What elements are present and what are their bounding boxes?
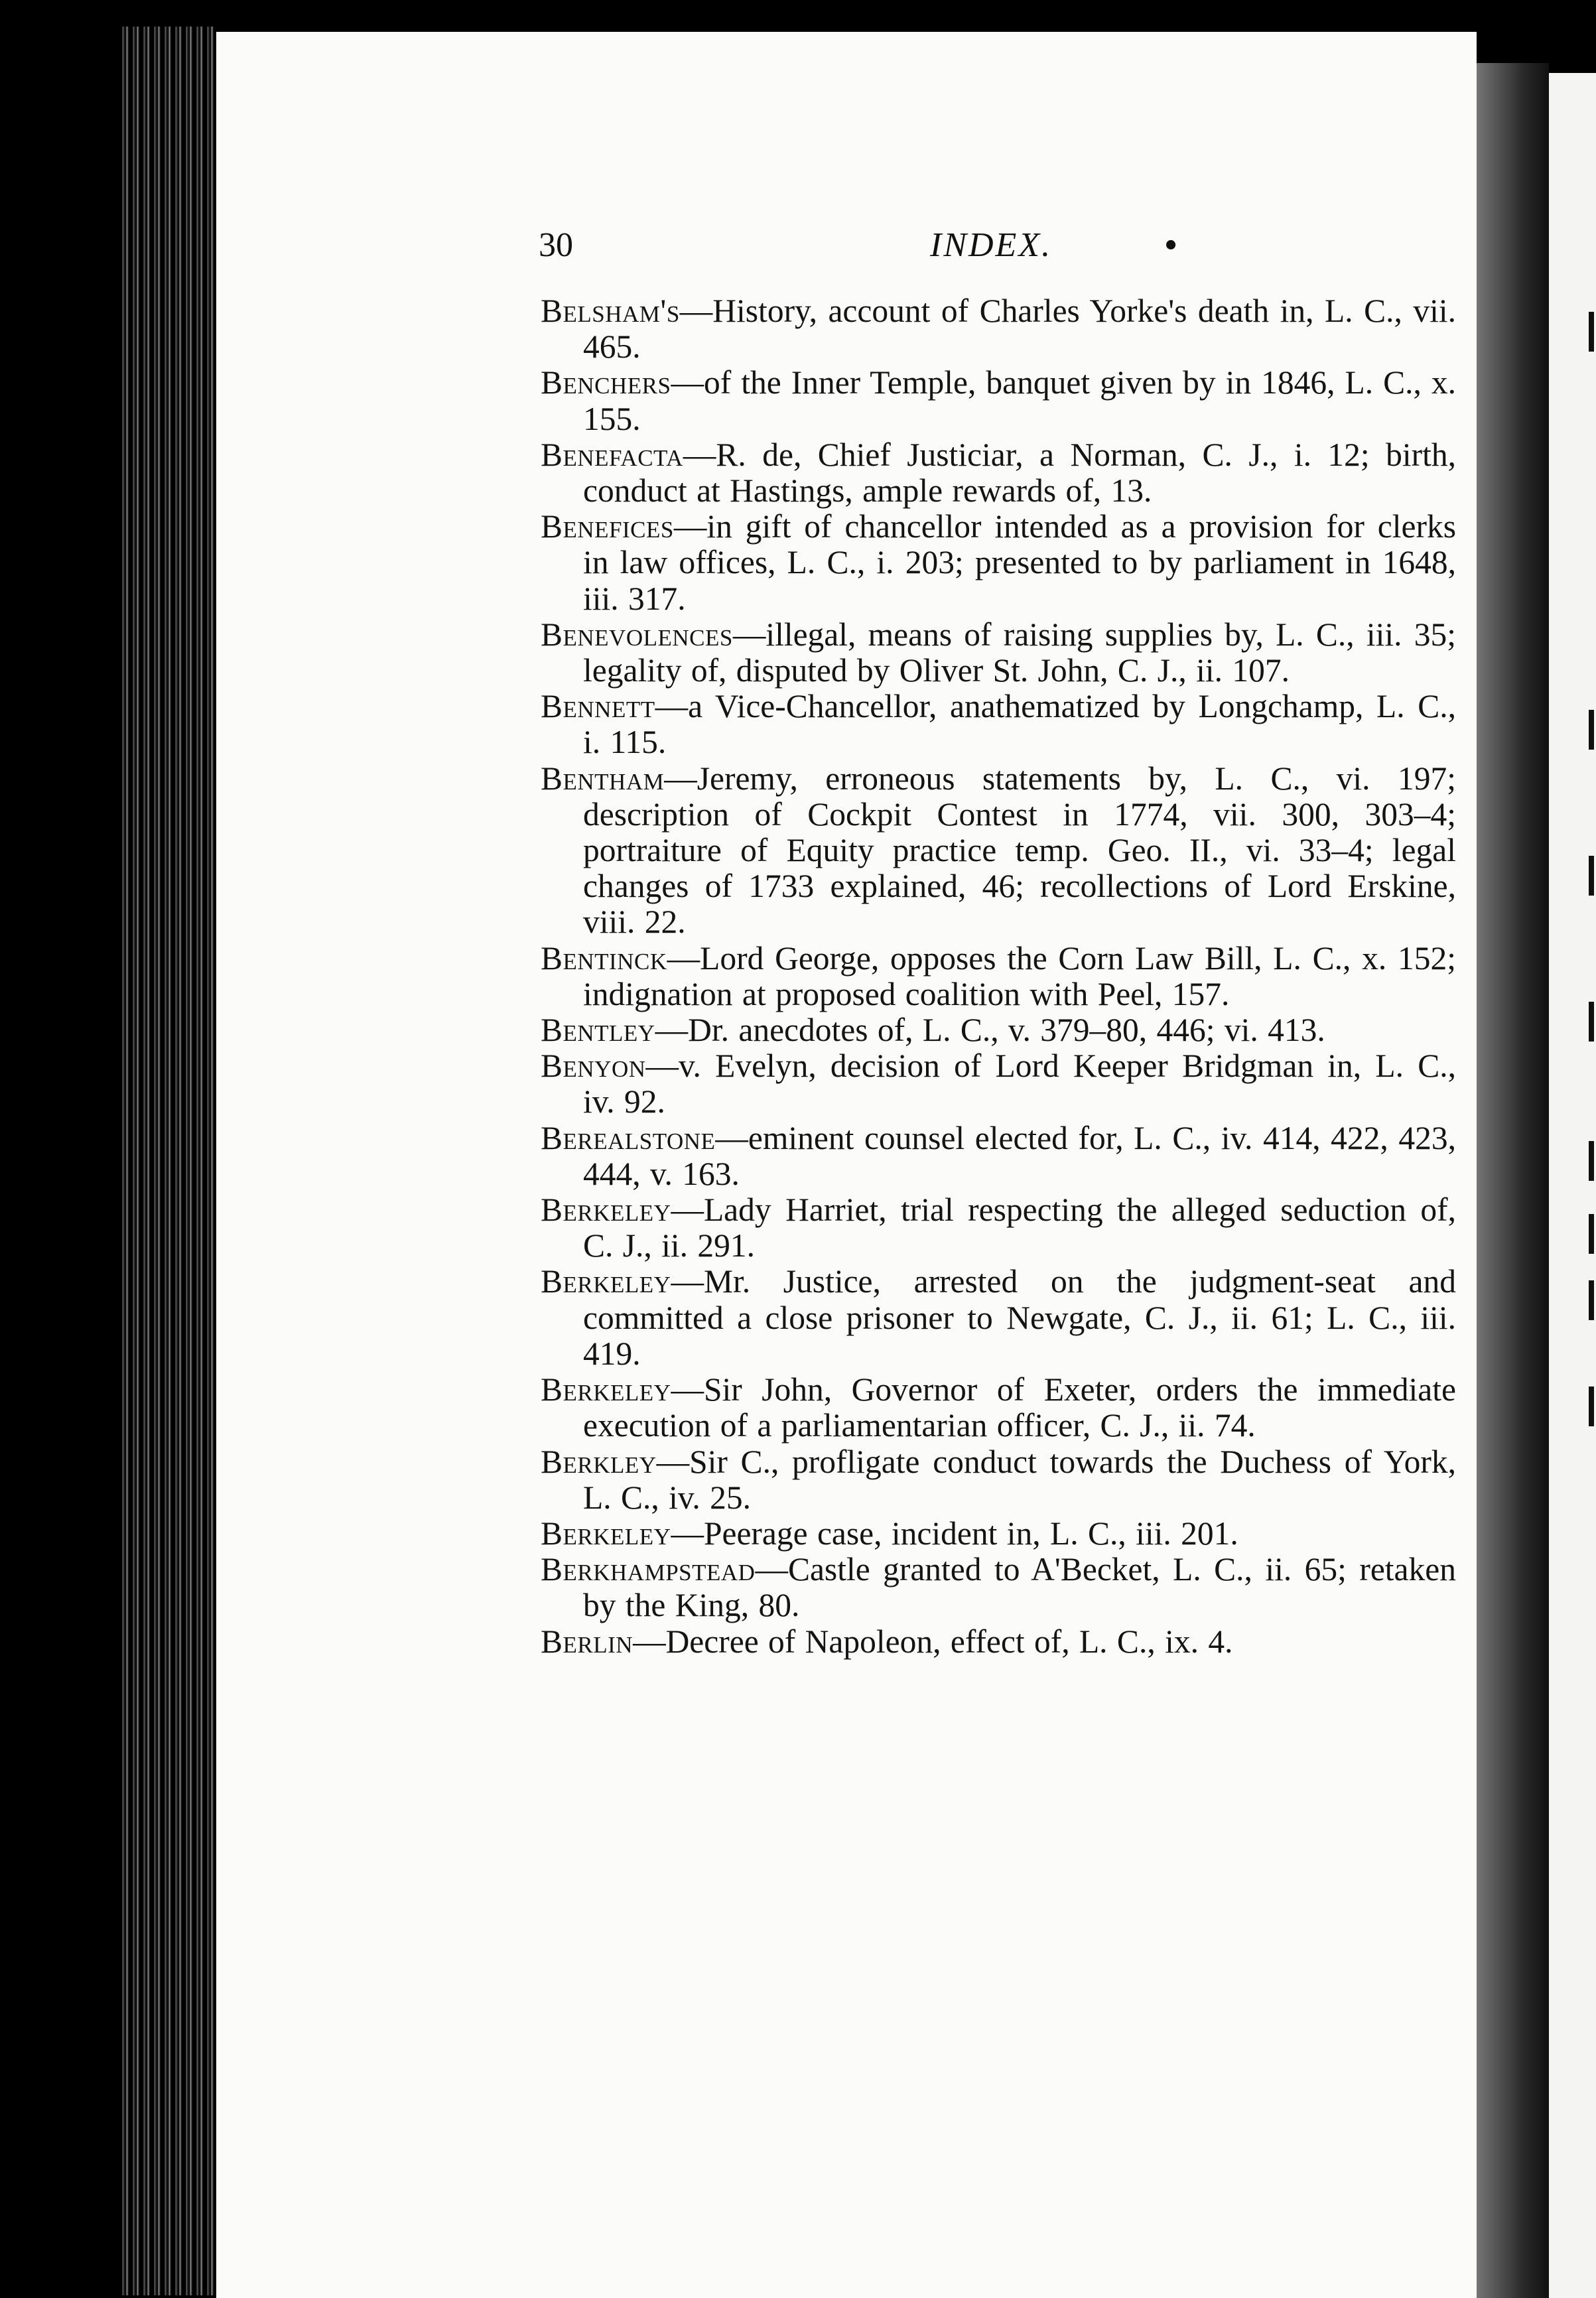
index-entry: [541, 1120, 1456, 1192]
index-entry: [541, 941, 1456, 1012]
entry-text: —Lady Harriet, trial respecting the alleged seduction of, C. J., ii. 291.: [583, 1191, 1456, 1264]
entry-headword: Benefacta: [541, 436, 683, 473]
entry-headword: Bentinck: [541, 939, 667, 977]
index-entries: [541, 293, 1456, 1660]
index-entry: [541, 1048, 1456, 1120]
entry-text: —History, account of Charles Yorke's death in, L. C., vii. 465.: [583, 293, 1456, 366]
entry-text: —a Vice-Chancellor, anathematized by Longchamp, L. C., i. 115.: [583, 688, 1456, 761]
index-entry: [541, 1264, 1456, 1372]
index-entry: [541, 761, 1456, 941]
page-number: 30: [539, 226, 573, 264]
facing-page-mark: [1589, 710, 1594, 750]
entry-headword: Berkeley: [541, 1515, 671, 1552]
facing-page-mark: [1589, 312, 1594, 352]
entry-text: —Jeremy, erroneous statements by, L. C., vi. 197; description of Cockpit Contest in 1774, vii. 300, 303–4; portraiture of Equity practice temp. Geo. II., vi. 33–4; legal changes of 1733 explained, 46; recollections of Lord Erskine, viii. 22.: [583, 760, 1456, 941]
entry-headword: Belsham's: [541, 293, 680, 329]
entry-headword: Bentley: [541, 1012, 655, 1049]
entry-text: —eminent counsel elected for, L. C., iv. 414, 422, 423, 444, v. 163.: [583, 1119, 1456, 1192]
index-entry: [541, 437, 1456, 509]
entry-headword: Berlin: [541, 1623, 633, 1660]
facing-page-mark: [1589, 856, 1594, 896]
entry-headword: Berkeley: [541, 1263, 671, 1300]
index-entry: [541, 1372, 1456, 1444]
entry-text: —R. de, Chief Justiciar, a Norman, C. J., i. 12; birth, conduct at Hastings, ample rewards of, 13.: [583, 436, 1456, 509]
entry-text: —Mr. Justice, arrested on the judgment-seat and committed a close prisoner to Newgate, C. J., ii. 61; L. C., iii. 419.: [583, 1263, 1456, 1372]
entry-headword: Benevolences: [541, 616, 733, 653]
entry-headword: Bennett: [541, 688, 655, 725]
entry-text: —Peerage case, incident in, L. C., iii. 201.: [671, 1515, 1238, 1552]
index-entry: [541, 1444, 1456, 1516]
facing-page-strip: [1549, 73, 1596, 2298]
entry-headword: Bentham: [541, 760, 665, 797]
header-dot: •: [1165, 226, 1177, 264]
book-page-edges: [118, 27, 218, 2295]
index-entry: [541, 1624, 1456, 1660]
index-entry: [541, 509, 1456, 617]
entry-headword: Benefices: [541, 508, 674, 545]
index-entry: [541, 1012, 1456, 1048]
entry-text: —of the Inner Temple, banquet given by in 1846, L. C., x. 155.: [583, 364, 1456, 437]
entry-headword: Benchers: [541, 364, 671, 401]
entry-text: —v. Evelyn, decision of Lord Keeper Bridgman in, L. C., iv. 92.: [583, 1048, 1456, 1120]
facing-page-mark: [1589, 1141, 1594, 1181]
entry-headword: Berealstone: [541, 1119, 716, 1156]
index-entry: [541, 689, 1456, 760]
entry-text: —Sir C., profligate conduct towards the Duchess of York, L. C., iv. 25.: [583, 1443, 1456, 1516]
index-entry: [541, 617, 1456, 689]
entry-text: —Decree of Napoleon, effect of, L. C., ix. 4.: [633, 1623, 1233, 1660]
index-entry: [541, 293, 1456, 365]
index-entry: [541, 1552, 1456, 1623]
running-title: INDEX.: [930, 226, 1053, 264]
facing-page-mark: [1589, 1386, 1594, 1426]
facing-page-mark: [1589, 1280, 1594, 1320]
entry-text: —illegal, means of raising supplies by, L. C., iii. 35; legality of, disputed by Oliver St. John, C. J., ii. 107.: [583, 616, 1456, 689]
page-header: [539, 226, 1189, 272]
entry-headword: Berkhampstead: [541, 1551, 756, 1588]
entry-text: —Lord George, opposes the Corn Law Bill, L. C., x. 152; indignation at proposed coalition with Peel, 157.: [583, 939, 1456, 1012]
facing-page-mark: [1589, 1214, 1594, 1254]
entry-text: —Dr. anecdotes of, L. C., v. 379–80, 446; vi. 413.: [655, 1012, 1325, 1049]
entry-headword: Berkeley: [541, 1191, 671, 1229]
entry-headword: Berkley: [541, 1443, 657, 1480]
entry-headword: Benyon: [541, 1048, 646, 1085]
entry-text: —Sir John, Governor of Exeter, orders the immediate execution of a parliamentarian officer, C. J., ii. 74.: [583, 1371, 1456, 1444]
facing-page-mark: [1589, 1002, 1594, 1042]
index-entry: [541, 365, 1456, 437]
index-entry: [541, 1192, 1456, 1264]
entry-text: —in gift of chancellor intended as a provision for clerks in law offices, L. C., i. 203; presented to by parliament in 1648, iii. 317.: [583, 508, 1456, 617]
index-entry: [541, 1516, 1456, 1552]
entry-text: —Castle granted to A'Becket, L. C., ii. 65; retaken by the King, 80.: [583, 1551, 1456, 1624]
entry-headword: Berkeley: [541, 1371, 671, 1408]
